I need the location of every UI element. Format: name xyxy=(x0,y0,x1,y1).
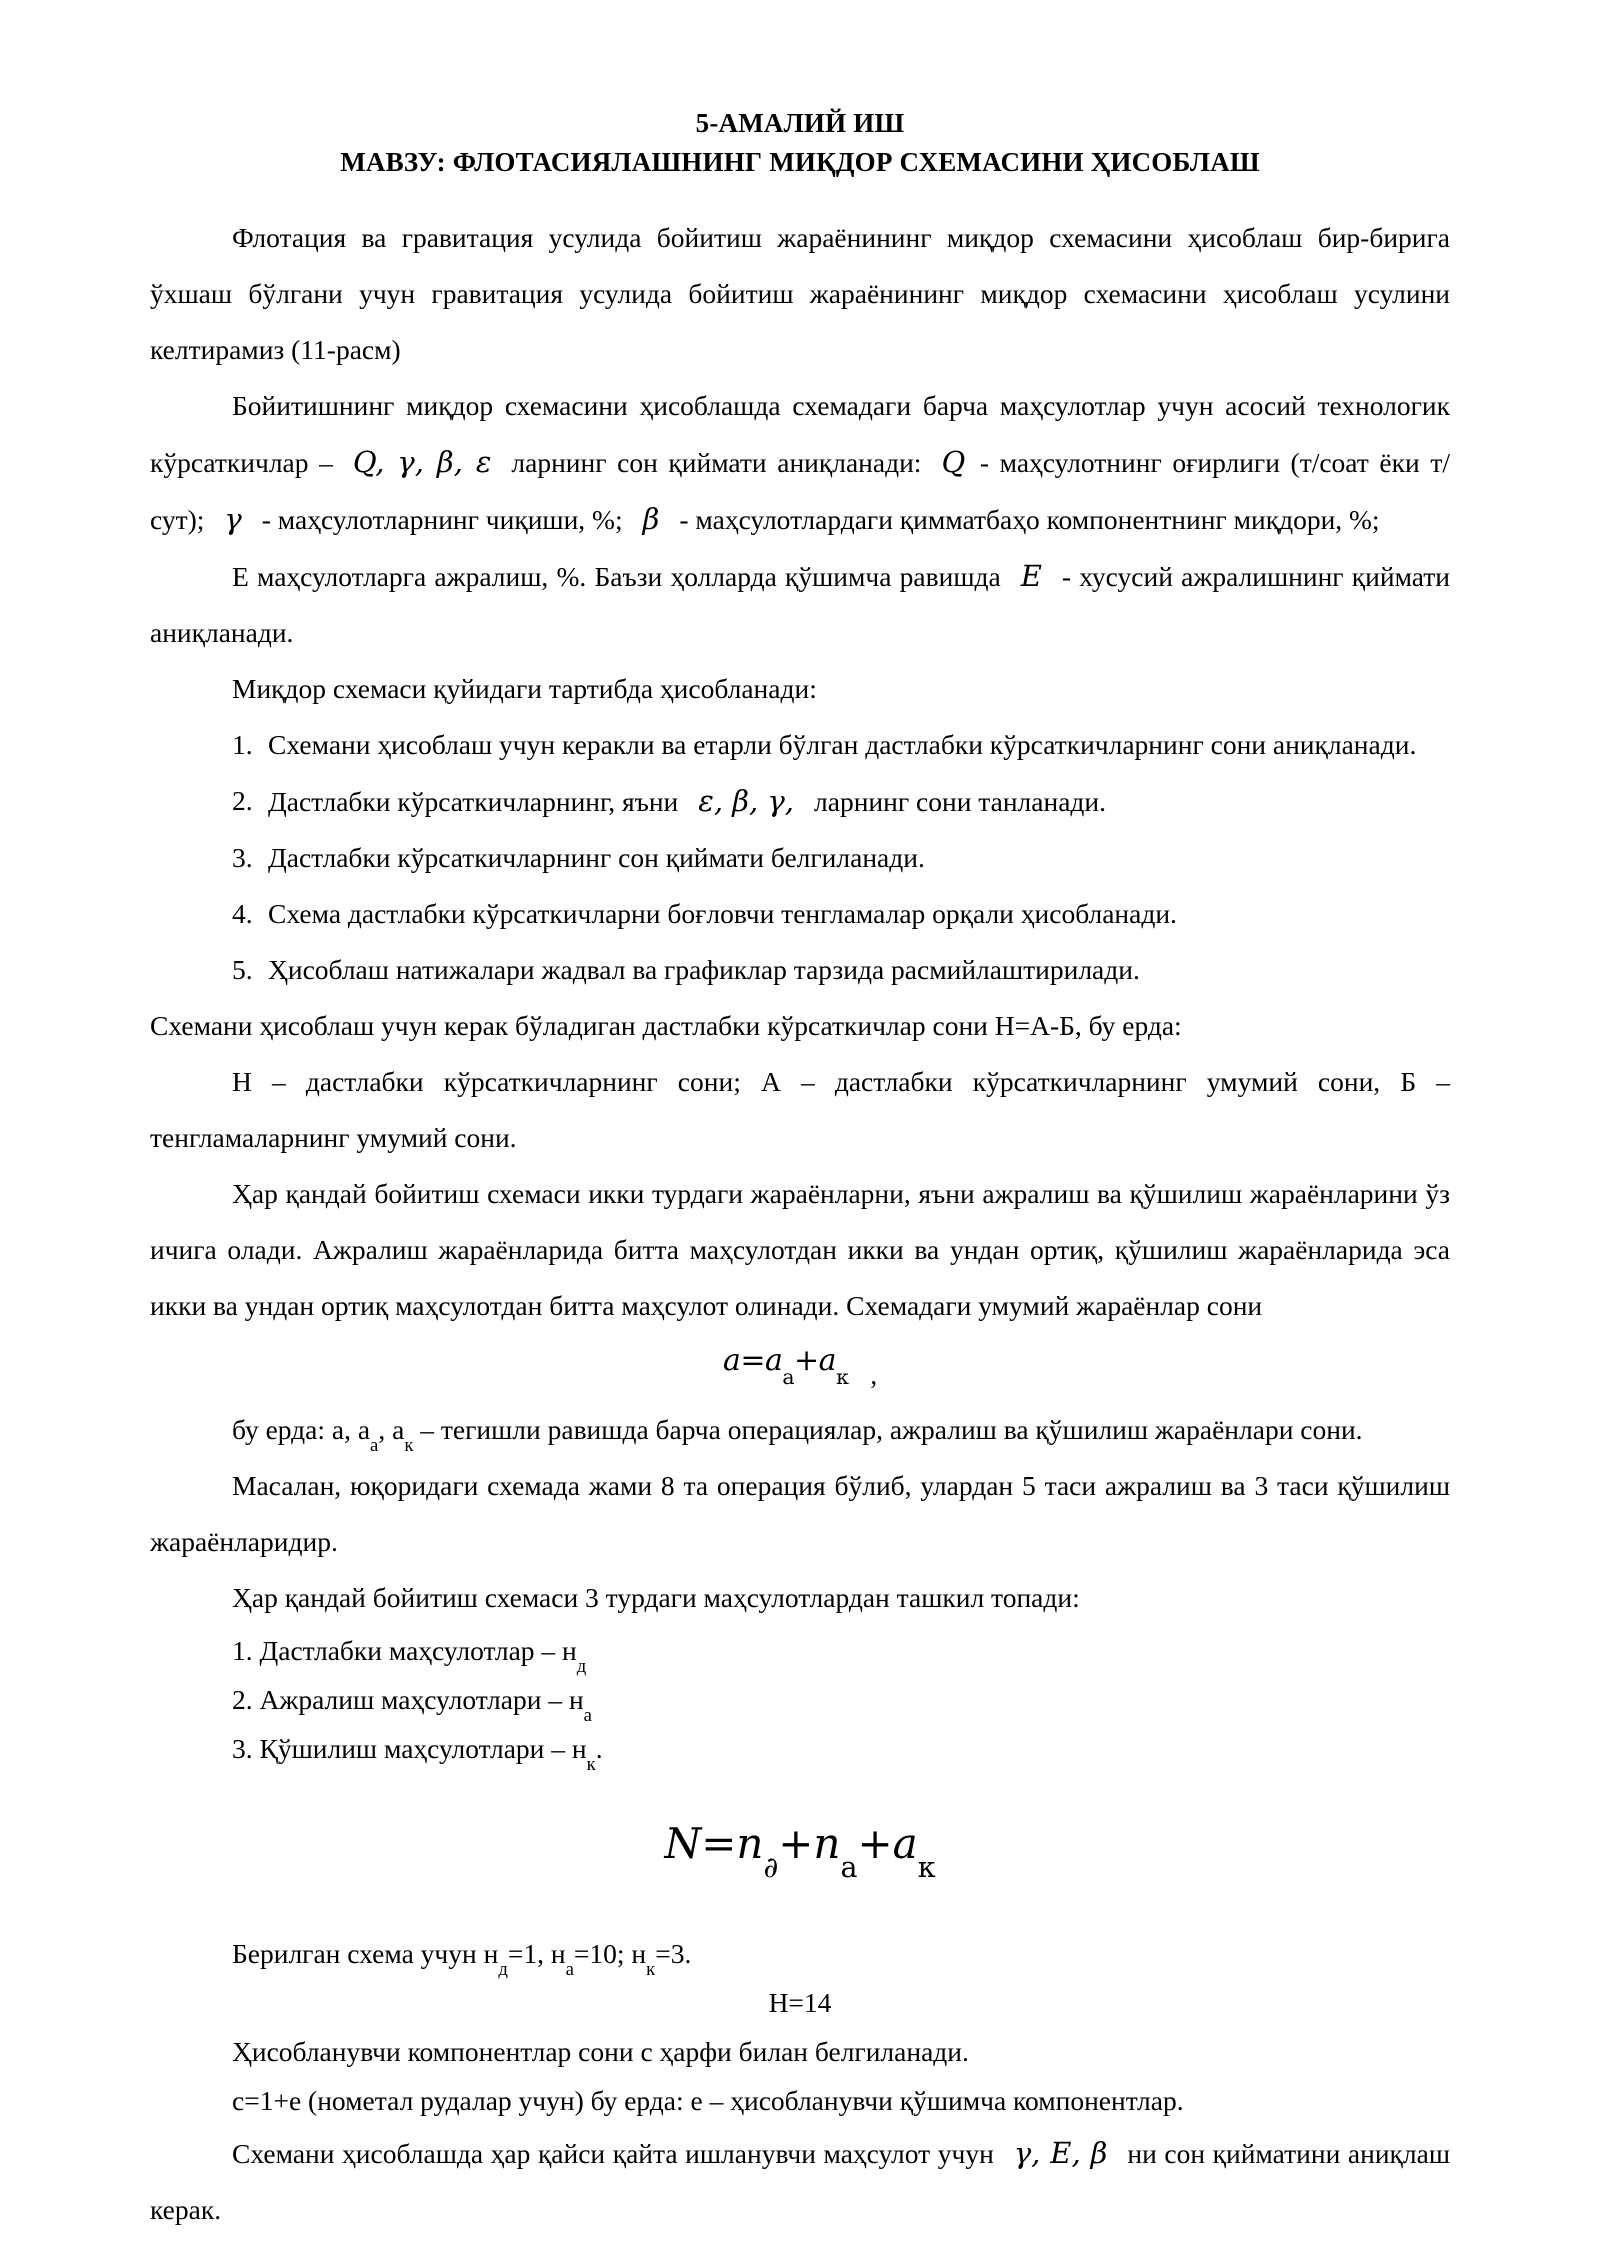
list-item xyxy=(150,886,1450,942)
paragraph-indicators-text-c: - маҳсулотнинг оғирлиги (т/соат ёки т/сут); xyxy=(150,447,1450,535)
page-subtitle: МАВЗУ: ФЛОТАСИЯЛАШНИНГ МИҚДОР СХЕМАСИНИ ҲИСОБЛАШ xyxy=(340,147,1260,177)
given-sub-a: а xyxy=(565,1959,574,1981)
formula-N-sub-d: ∂ xyxy=(763,1849,779,1884)
final-text-b: ни сон қийматини аниқлаш керак. xyxy=(150,2138,1450,2225)
product-label: 1. Дастлабки маҳсулотлар – н xyxy=(232,1635,577,1666)
paragraph-indicators-text-b: ларнинг сон қиймати аниқланади: xyxy=(511,447,922,478)
product-sub: к xyxy=(586,1754,596,1776)
paragraph-indicators xyxy=(150,378,1450,548)
final-text-a: Схемани ҳисоблашда ҳар қайси қайта ишланувчи маҳсулот учун xyxy=(232,2138,994,2169)
list-item xyxy=(150,942,1450,998)
product-tail: . xyxy=(595,1733,603,1764)
formula-N-sub-a: a xyxy=(840,1849,858,1884)
paragraph-intro: Флотация ва гравитация усулида бойитиш жараёнининг миқдор схемасини ҳисоблаш бир-бирига ўхшаш бўлгани учун гравитация усулида бойитиш жараёнининг миқдор схемасини ҳисоблаш усулини келтирамиз (11-расм) xyxy=(150,222,1450,365)
paragraph-extraction-text-a: Е маҳсулотларга ажралиш, %. Баъзи ҳолларда қўшимча равишда xyxy=(232,561,1001,592)
step-text: Схема дастлабки кўрсаткичларни боғловчи тенгламалар орқали ҳисобланади. xyxy=(268,898,1177,929)
product-sub: а xyxy=(583,1705,592,1727)
formula-total-products-expr xyxy=(664,1817,936,1884)
spacer xyxy=(150,1873,1450,1929)
formula-N-lhs: N=n xyxy=(664,1819,764,1868)
formula-lhs: a=a xyxy=(722,1343,783,1378)
list-item xyxy=(150,1626,1450,1678)
paragraph-indicators-text-e: - маҳсулотлардаги қимматбаҳо компонентнинг миқдори, %; xyxy=(679,504,1380,535)
paragraph-c-formula: c=1+е (нометал рудалар учун) бу ерда: е – ҳисобланувчи қўшимча компонентлар. xyxy=(232,2085,1184,2116)
given-sub-k: к xyxy=(646,1959,656,1981)
list-item xyxy=(150,1724,1450,1776)
paragraph-indicators-text-a: Бойитишнинг миқдор схемасини ҳисоблашда схемадаги барча маҳсулотлар учун асосий технологик кўрсаткичлар – xyxy=(150,390,1450,478)
math-symbol-e: E xyxy=(1020,559,1042,593)
given-text-c: =10; н xyxy=(573,1938,647,1969)
math-symbol-beta: β xyxy=(642,502,660,536)
list-item xyxy=(150,830,1450,886)
paragraph-order-leadin: Миқдор схемаси қуйидаги тартибда ҳисобланади: xyxy=(232,673,817,704)
given-text-a: Берилган схема учун н xyxy=(232,1938,499,1969)
paragraph-final xyxy=(150,2125,1450,2238)
list-item xyxy=(150,717,1450,773)
product-label: 3. Қўшилиш маҳсулотлари – н xyxy=(232,1733,587,1764)
step-text-a: Дастлабки кўрсаткичларнинг, яъни xyxy=(268,786,679,817)
steps-list xyxy=(150,717,1450,998)
legend-text-a: бу ерда: а, а xyxy=(232,1414,371,1445)
formula-trailing-comma: , xyxy=(870,1360,878,1390)
step-text: Ҳисоблаш натижалари жадвал ва графиклар тарзида расмийлаштирилади. xyxy=(268,954,1140,985)
given-text-b: =1, н xyxy=(507,1938,566,1969)
paragraph-indicators-text-d: - маҳсулотларнинг чиқиши, %; xyxy=(261,504,623,535)
math-symbols-qgbe: Q, γ, β, ε xyxy=(352,445,492,479)
math-symbol-gamma: γ xyxy=(224,502,242,536)
paragraph-components-count: Ҳисобланувчи компонентлар сони с ҳарфи билан белгиланади. xyxy=(232,2036,969,2067)
step-number: 4. xyxy=(232,898,253,929)
math-symbol-q: Q xyxy=(941,445,966,479)
math-symbols-ebg: ε, β, γ, xyxy=(698,784,795,818)
list-item xyxy=(150,773,1450,830)
formula-N-end: +a xyxy=(857,1819,918,1868)
h-value: Н=14 xyxy=(768,1987,832,2018)
legend-sub-k: к xyxy=(404,1435,414,1457)
formula-sub-k: к xyxy=(836,1364,849,1389)
list-item xyxy=(150,1675,1450,1727)
formula-N-sub-k: к xyxy=(917,1849,936,1884)
formula-plus: +a xyxy=(794,1343,837,1378)
step-text: Схемани ҳисоблаш учун керакли ва етарли бўлган дастлабки кўрсаткичларнинг сони аниқланади. xyxy=(268,729,1417,760)
product-types-list xyxy=(150,1626,1450,1776)
math-symbols-geb: γ, E, β xyxy=(1013,2136,1108,2170)
step-number: 3. xyxy=(232,842,253,873)
paragraph-processes: Ҳар қандай бойитиш схемаси икки турдаги жараёнларни, яъни ажралиш ва қўшилиш жараёнларини ўз ичига олади. Ажралиш жараёнларида битта маҳсулотдан икки ва ундан ортиқ, қўшилиш жараёнларида эса икки ва ундан ортиқ маҳсулотдан битта маҳсулот олинади. Схемадаги умумий жараёнлар сони xyxy=(150,1178,1450,1321)
legend-text-c: – тегишли равишда барча операциялар, ажралиш ва қўшилиш жараёнлари сони. xyxy=(413,1414,1363,1445)
paragraph-extraction-text-b: - хусусий ажралишнинг қиймати аниқланади. xyxy=(150,561,1451,648)
product-label: 2. Ажралиш маҳсулотлари – н xyxy=(232,1684,584,1715)
formula-total-operations xyxy=(150,1334,1450,1402)
step-text-b: ларнинг сони танланади. xyxy=(814,786,1106,817)
step-text: Дастлабки кўрсаткичларнинг сон қиймати белгиланади. xyxy=(268,842,925,873)
paragraph-formula-legend xyxy=(150,1402,1450,1458)
paragraph-given-values xyxy=(150,1929,1450,1981)
document-title-block xyxy=(150,110,1450,176)
paragraph-extraction xyxy=(150,548,1450,661)
given-sub-d: д xyxy=(498,1959,508,1981)
document-body xyxy=(150,110,1450,2238)
product-sub: д xyxy=(576,1656,587,1678)
given-text-d: =3. xyxy=(655,1938,692,1969)
legend-sub-a: а xyxy=(370,1435,379,1457)
formula-total-products xyxy=(150,1817,1450,1884)
step-number: 2. xyxy=(232,785,253,816)
legend-text-b: , а xyxy=(378,1414,405,1445)
step-number: 5. xyxy=(232,954,253,985)
formula-N-mid: +n xyxy=(778,1819,841,1868)
step-number: 1. xyxy=(232,729,253,760)
paragraph-h-legend: Н – дастлабки кўрсаткичларнинг сони; А – дастлабки кўрсаткичларнинг умумий сони, Б –тенгламаларнинг умумий сони. xyxy=(150,1066,1450,1153)
paragraph-h-definition: Схемани ҳисоблаш учун керак бўладиган дастлабки кўрсаткичлар сони Н=А-Б, бу ерда: xyxy=(150,1010,1182,1041)
paragraph-example: Масалан, юқоридаги схемада жами 8 та операция бўлиб, улардан 5 таси ажралиш ва 3 таси қўшилиш жараёнларидир. xyxy=(150,1470,1450,1557)
formula-total-operations-expr xyxy=(723,1334,848,1388)
formula-sub-a: а xyxy=(782,1364,795,1389)
page-title: 5-АМАЛИЙ ИШ xyxy=(695,108,905,138)
paragraph-product-types: Ҳар қандай бойитиш схемаси 3 турдаги маҳсулотлардан ташкил топади: xyxy=(232,1582,1080,1613)
spacer xyxy=(150,1773,1450,1817)
